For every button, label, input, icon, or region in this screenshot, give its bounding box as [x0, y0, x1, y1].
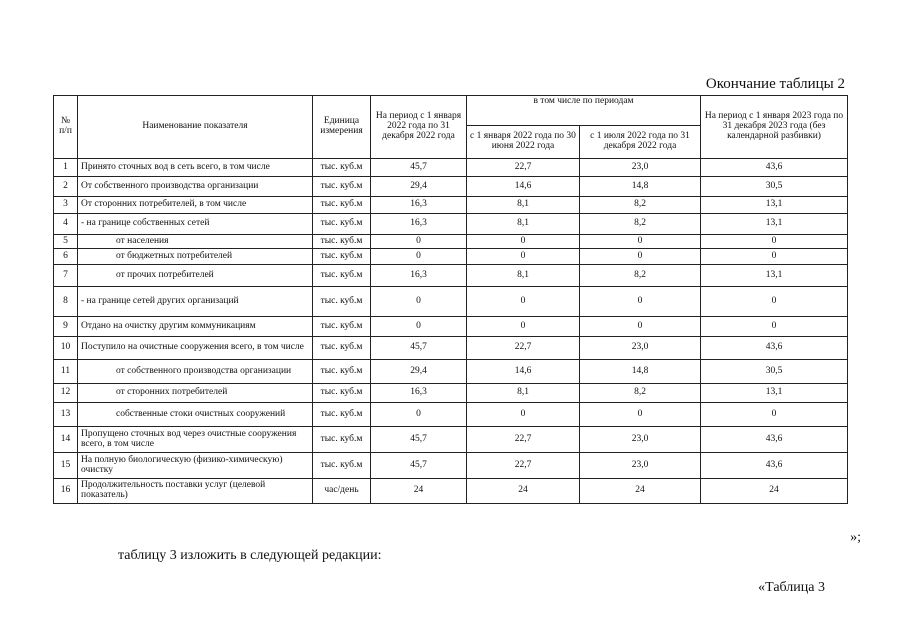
row-value-2022: 45,7	[371, 427, 467, 453]
row-value-h2-2022: 8,2	[580, 265, 701, 287]
row-unit: тыс. куб.м	[313, 317, 371, 337]
row-unit: тыс. куб.м	[313, 159, 371, 177]
row-unit: час/день	[313, 479, 371, 504]
row-value-2022: 0	[371, 403, 467, 427]
row-value-h1-2022: 22,7	[467, 337, 580, 360]
row-number: 15	[54, 453, 78, 479]
table-row	[54, 317, 848, 337]
row-value-2022: 16,3	[371, 384, 467, 403]
row-unit: тыс. куб.м	[313, 287, 371, 317]
row-value-h2-2022: 23,0	[580, 453, 701, 479]
next-table-caption: «Таблица 3	[758, 580, 825, 595]
table-row	[54, 427, 848, 453]
row-value-2022: 45,7	[371, 337, 467, 360]
row-indicator-name: - на границе собственных сетей	[78, 214, 313, 235]
row-value-2023: 24	[701, 479, 848, 504]
row-value-h1-2022: 0	[467, 249, 580, 265]
row-value-h2-2022: 0	[580, 317, 701, 337]
row-value-2023: 43,6	[701, 453, 848, 479]
row-value-h2-2022: 8,2	[580, 384, 701, 403]
row-number: 9	[54, 317, 78, 337]
row-value-2022: 45,7	[371, 159, 467, 177]
row-value-2023: 13,1	[701, 384, 848, 403]
row-indicator-name: от прочих потребителей	[78, 265, 313, 287]
table-row	[54, 214, 848, 235]
row-unit: тыс. куб.м	[313, 453, 371, 479]
row-unit: тыс. куб.м	[313, 360, 371, 384]
row-unit: тыс. куб.м	[313, 427, 371, 453]
row-value-2022: 24	[371, 479, 467, 504]
row-value-2023: 43,6	[701, 337, 848, 360]
table-row	[54, 287, 848, 317]
row-value-2022: 16,3	[371, 214, 467, 235]
table-row	[54, 479, 848, 504]
row-unit: тыс. куб.м	[313, 177, 371, 197]
row-indicator-name: от населения	[78, 235, 313, 249]
row-value-h2-2022: 23,0	[580, 337, 701, 360]
row-value-2023: 43,6	[701, 427, 848, 453]
row-value-h2-2022: 8,2	[580, 197, 701, 214]
row-unit: тыс. куб.м	[313, 235, 371, 249]
row-value-h2-2022: 0	[580, 403, 701, 427]
row-value-h2-2022: 14,8	[580, 177, 701, 197]
row-value-2023: 30,5	[701, 360, 848, 384]
table-row	[54, 197, 848, 214]
row-number: 6	[54, 249, 78, 265]
row-indicator-name: Отдано на очистку другим коммуникациям	[78, 317, 313, 337]
table-row	[54, 337, 848, 360]
header-unit: Единица измерения	[313, 96, 371, 159]
row-unit: тыс. куб.м	[313, 265, 371, 287]
row-indicator-name: Поступило на очистные сооружения всего, в том числе	[78, 337, 313, 360]
row-value-h1-2022: 0	[467, 235, 580, 249]
header-first-half-2022: с 1 января 2022 года по 30 июня 2022 года	[467, 126, 580, 159]
row-unit: тыс. куб.м	[313, 249, 371, 265]
row-value-h1-2022: 8,1	[467, 214, 580, 235]
body-paragraph: таблицу 3 изложить в следующей редакции:	[118, 548, 382, 563]
row-value-h2-2022: 23,0	[580, 159, 701, 177]
row-value-2022: 0	[371, 249, 467, 265]
row-indicator-name: от сторонних потребителей	[78, 384, 313, 403]
row-number: 5	[54, 235, 78, 249]
row-unit: тыс. куб.м	[313, 337, 371, 360]
closing-quote-mark: »;	[850, 530, 861, 545]
row-indicator-name: Пропущено сточных вод через очистные сооружения всего, в том числе	[78, 427, 313, 453]
row-number: 13	[54, 403, 78, 427]
row-value-h1-2022: 0	[467, 403, 580, 427]
row-value-2022: 16,3	[371, 197, 467, 214]
row-number: 12	[54, 384, 78, 403]
row-value-2023: 13,1	[701, 197, 848, 214]
table-row	[54, 453, 848, 479]
row-number: 1	[54, 159, 78, 177]
row-value-h1-2022: 22,7	[467, 427, 580, 453]
row-value-h1-2022: 8,1	[467, 197, 580, 214]
row-number: 14	[54, 427, 78, 453]
row-unit: тыс. куб.м	[313, 384, 371, 403]
row-value-h2-2022: 0	[580, 249, 701, 265]
row-value-2023: 0	[701, 235, 848, 249]
table-row	[54, 360, 848, 384]
row-indicator-name: от собственного производства организации	[78, 360, 313, 384]
row-value-h1-2022: 14,6	[467, 177, 580, 197]
header-second-half-2022: с 1 июля 2022 года по 31 декабря 2022 года	[580, 126, 701, 159]
row-number: 4	[54, 214, 78, 235]
row-value-2023: 0	[701, 403, 848, 427]
row-indicator-name: собственные стоки очистных сооружений	[78, 403, 313, 427]
row-value-2023: 30,5	[701, 177, 848, 197]
row-indicator-name: От собственного производства организации	[78, 177, 313, 197]
table-row	[54, 384, 848, 403]
row-indicator-name: На полную биологическую (физико-химическую) очистку	[78, 453, 313, 479]
row-value-h2-2022: 24	[580, 479, 701, 504]
table-continuation-caption: Окончание таблицы 2	[705, 76, 845, 92]
row-number: 10	[54, 337, 78, 360]
row-value-2023: 43,6	[701, 159, 848, 177]
row-value-2022: 0	[371, 317, 467, 337]
table-row	[54, 265, 848, 287]
data-table	[53, 95, 848, 504]
row-indicator-name: От сторонних потребителей, в том числе	[78, 197, 313, 214]
row-value-2022: 29,4	[371, 360, 467, 384]
header-period-2023: На период с 1 января 2023 года по 31 декабря 2023 года (без календарной разбивки)	[701, 96, 848, 159]
row-value-2023: 0	[701, 317, 848, 337]
row-value-h1-2022: 24	[467, 479, 580, 504]
row-indicator-name: от бюджетных потребителей	[78, 249, 313, 265]
row-indicator-name: - на границе сетей других организаций	[78, 287, 313, 317]
row-number: 11	[54, 360, 78, 384]
header-number: № п/п	[54, 96, 78, 159]
row-number: 3	[54, 197, 78, 214]
row-value-h1-2022: 8,1	[467, 265, 580, 287]
row-value-2023: 0	[701, 287, 848, 317]
row-value-h1-2022: 22,7	[467, 159, 580, 177]
row-number: 7	[54, 265, 78, 287]
row-value-h1-2022: 14,6	[467, 360, 580, 384]
row-value-h2-2022: 14,8	[580, 360, 701, 384]
row-value-2022: 16,3	[371, 265, 467, 287]
row-value-h1-2022: 0	[467, 287, 580, 317]
table-row	[54, 403, 848, 427]
row-value-h2-2022: 0	[580, 235, 701, 249]
row-indicator-name: Продолжительность поставки услуг (целевой показатель)	[78, 479, 313, 504]
row-unit: тыс. куб.м	[313, 403, 371, 427]
header-indicator-name: Наименование показателя	[78, 96, 313, 159]
row-value-h1-2022: 22,7	[467, 453, 580, 479]
row-unit: тыс. куб.м	[313, 197, 371, 214]
row-value-2022: 0	[371, 287, 467, 317]
row-value-h2-2022: 23,0	[580, 427, 701, 453]
row-number: 2	[54, 177, 78, 197]
row-value-h1-2022: 8,1	[467, 384, 580, 403]
row-value-h2-2022: 8,2	[580, 214, 701, 235]
row-value-h1-2022: 0	[467, 317, 580, 337]
header-including-periods: в том числе по периодам	[467, 96, 701, 126]
row-value-h2-2022: 0	[580, 287, 701, 317]
row-value-2022: 29,4	[371, 177, 467, 197]
row-value-2022: 45,7	[371, 453, 467, 479]
table-row	[54, 235, 848, 249]
table-row	[54, 159, 848, 177]
row-number: 16	[54, 479, 78, 504]
table-row	[54, 249, 848, 265]
header-period-2022: На период с 1 января 2022 года по 31 декабря 2022 года	[371, 96, 467, 159]
row-value-2023: 0	[701, 249, 848, 265]
row-value-2023: 13,1	[701, 214, 848, 235]
row-number: 8	[54, 287, 78, 317]
row-value-2022: 0	[371, 235, 467, 249]
table-row	[54, 177, 848, 197]
row-indicator-name: Принято сточных вод в сеть всего, в том числе	[78, 159, 313, 177]
row-unit: тыс. куб.м	[313, 214, 371, 235]
row-value-2023: 13,1	[701, 265, 848, 287]
